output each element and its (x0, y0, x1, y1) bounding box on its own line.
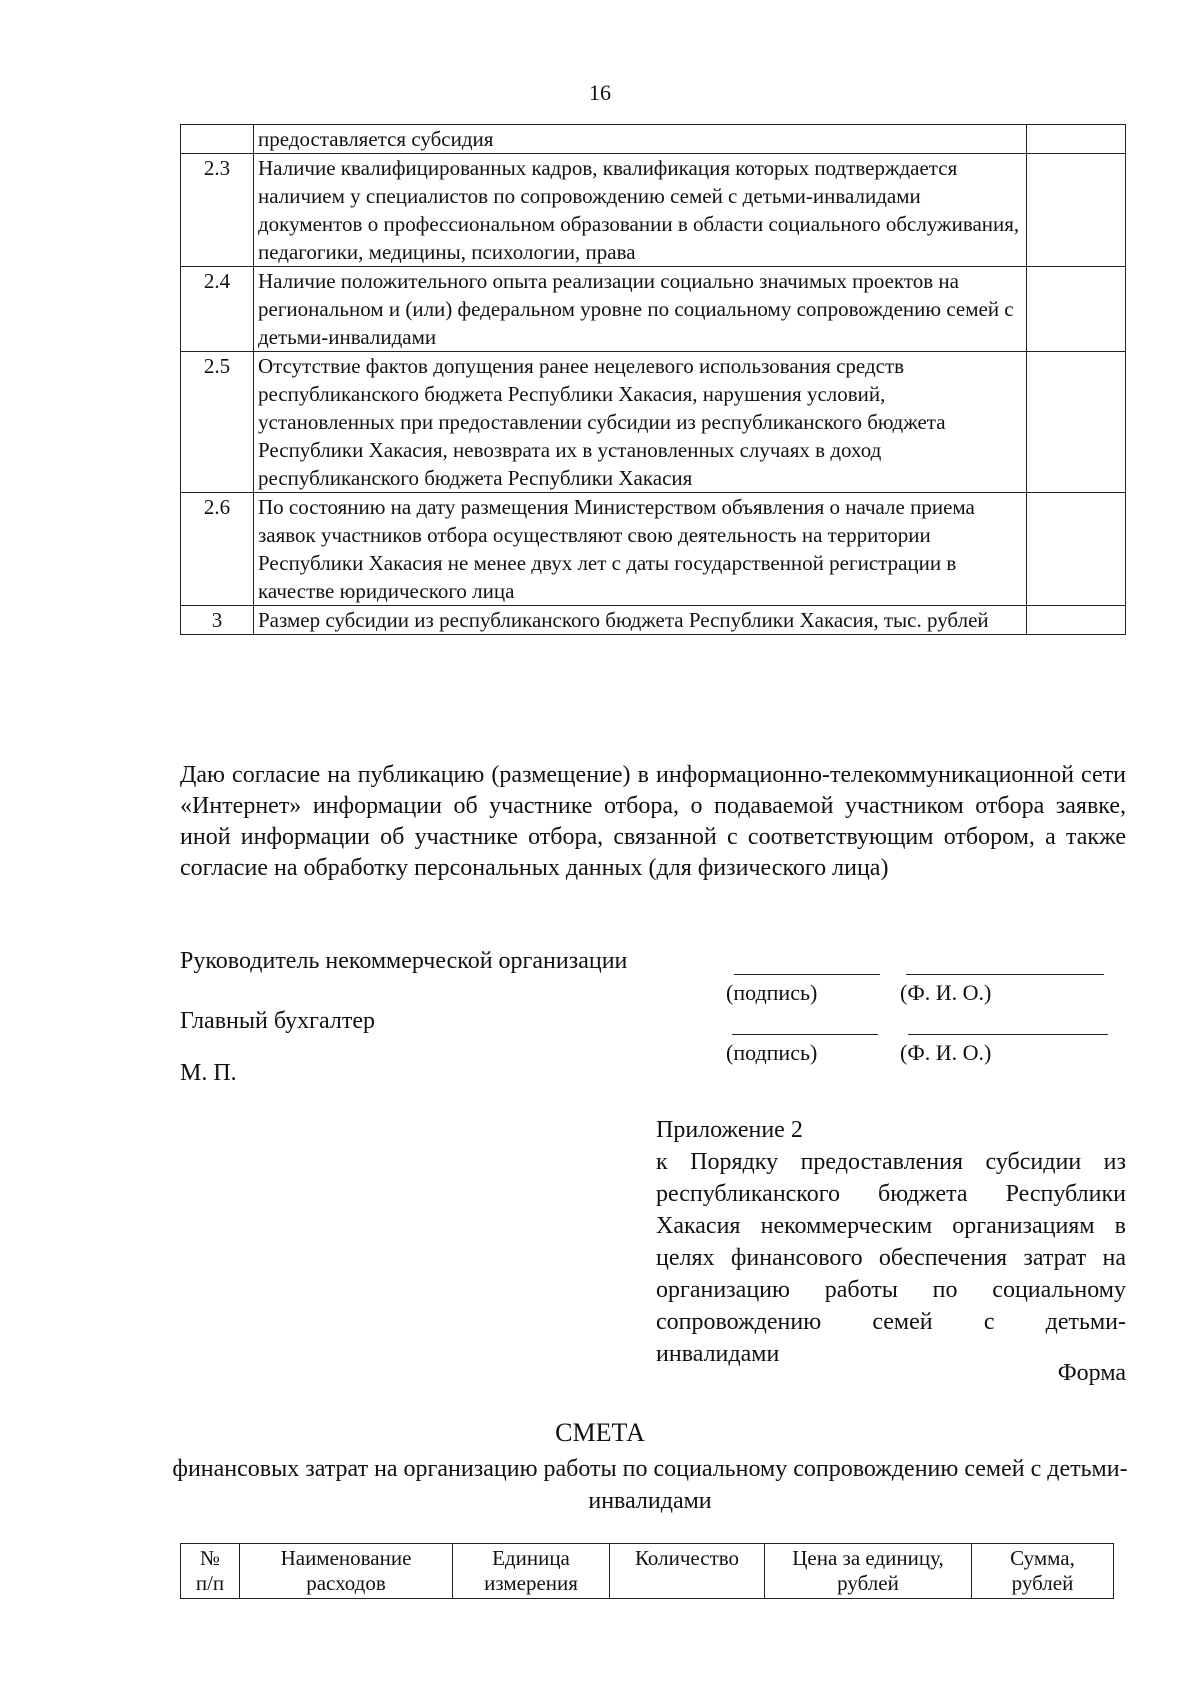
criteria-num-cell: 2.4 (181, 267, 254, 352)
criteria-row (181, 606, 1126, 635)
smeta-table (180, 1543, 1114, 1599)
accountant-signature-line (732, 1034, 878, 1035)
criteria-num-cell: 2.3 (181, 154, 254, 267)
appendix-title: Приложение 2 (656, 1117, 803, 1143)
criteria-row (181, 154, 1126, 267)
criteria-value-cell (1027, 125, 1126, 154)
smeta-header-cell: № п/п (181, 1544, 240, 1599)
criteria-value-cell (1027, 267, 1126, 352)
appendix-last-line: инвалидами (656, 1341, 780, 1367)
head-name-caption: (Ф. И. О.) (900, 980, 992, 1005)
head-signature-line (734, 974, 880, 975)
appendix-body: к Порядку предоставления субсидии из республиканского бюджета Республики Хакасия некоммерческим организациям в целях финансового обеспечения затрат на организацию работы по социальному сопровождению семей с детьми- (656, 1149, 1126, 1335)
head-signature-label: Руководитель некоммерческой организации (180, 948, 628, 974)
criteria-value-cell (1027, 352, 1126, 493)
criteria-num-cell: 2.5 (181, 352, 254, 493)
criteria-num-cell: 2.6 (181, 493, 254, 606)
smeta-header-cell: Количество (610, 1544, 765, 1599)
criteria-value-cell (1027, 606, 1126, 635)
appendix-block (656, 1114, 1126, 1370)
criteria-value-cell (1027, 493, 1126, 606)
smeta-subtitle: финансовых затрат на организацию работы по социальному сопровождению семей с детьми-инвалидами (172, 1456, 1128, 1514)
criteria-text-cell: Отсутствие фактов допущения ранее нецелевого использования средств республиканского бюджета Республики Хакасия, нарушения условий, установленных при предоставлении субсидии из республиканского бюджета Республики Хакасия, невозврата их в установленных случаях в доход республиканского бюджета Республики Хакасия (254, 352, 1027, 493)
accountant-name-line (908, 1034, 1108, 1035)
head-signature-caption: (подпись) (726, 980, 818, 1005)
criteria-text-cell: Наличие квалифицированных кадров, квалификация которых подтверждается наличием у специалистов по сопровождению семей с детьми-инвалидами документов о профессиональном образовании в области социального обслуживания, педагогики, медицины, психологии, права (254, 154, 1027, 267)
stamp-place: М. П. (180, 1060, 237, 1086)
page-number: 16 (589, 80, 611, 105)
criteria-row (181, 267, 1126, 352)
criteria-text-cell: Наличие положительного опыта реализации социально значимых проектов на региональном и (или) федеральном уровне по социальному сопровождению семей с детьми-инвалидами (254, 267, 1027, 352)
smeta-header-cell: Наименование расходов (240, 1544, 453, 1599)
accountant-name-caption: (Ф. И. О.) (900, 1040, 992, 1065)
criteria-num-cell (181, 125, 254, 154)
consent-paragraph: Даю согласие на публикацию (размещение) в информационно-телекоммуникационной сети «Интернет» информации об участнике отбора, о подаваемой участником отбора заявке, иной информации об участнике отбора, связанной с соответствующим отбором, а также согласие на обработку персональных данных (для физического лица) (180, 762, 1126, 881)
smeta-header-cell: Цена за единицу, рублей (765, 1544, 972, 1599)
criteria-row (181, 493, 1126, 606)
criteria-num-cell: 3 (181, 606, 254, 635)
smeta-header-cell: Единица измерения (453, 1544, 610, 1599)
criteria-text-cell: предоставляется субсидия (254, 125, 1027, 154)
criteria-row (181, 125, 1126, 154)
smeta-header-cell: Сумма, рублей (972, 1544, 1114, 1599)
criteria-text-cell: По состоянию на дату размещения Министерством объявления о начале приема заявок участников отбора осуществляют свою деятельность на территории Республики Хакасия не менее двух лет с даты государственной регистрации в качестве юридического лица (254, 493, 1027, 606)
criteria-row (181, 352, 1126, 493)
form-label: Форма (1057, 1360, 1126, 1386)
smeta-header-row (181, 1544, 1114, 1599)
accountant-signature-label: Главный бухгалтер (180, 1008, 375, 1034)
criteria-value-cell (1027, 154, 1126, 267)
criteria-text-cell: Размер субсидии из республиканского бюджета Республики Хакасия, тыс. рублей (254, 606, 1027, 635)
criteria-table (180, 124, 1126, 635)
smeta-title: СМЕТА (555, 1418, 645, 1447)
head-name-line (906, 974, 1104, 975)
accountant-signature-caption: (подпись) (726, 1040, 818, 1065)
